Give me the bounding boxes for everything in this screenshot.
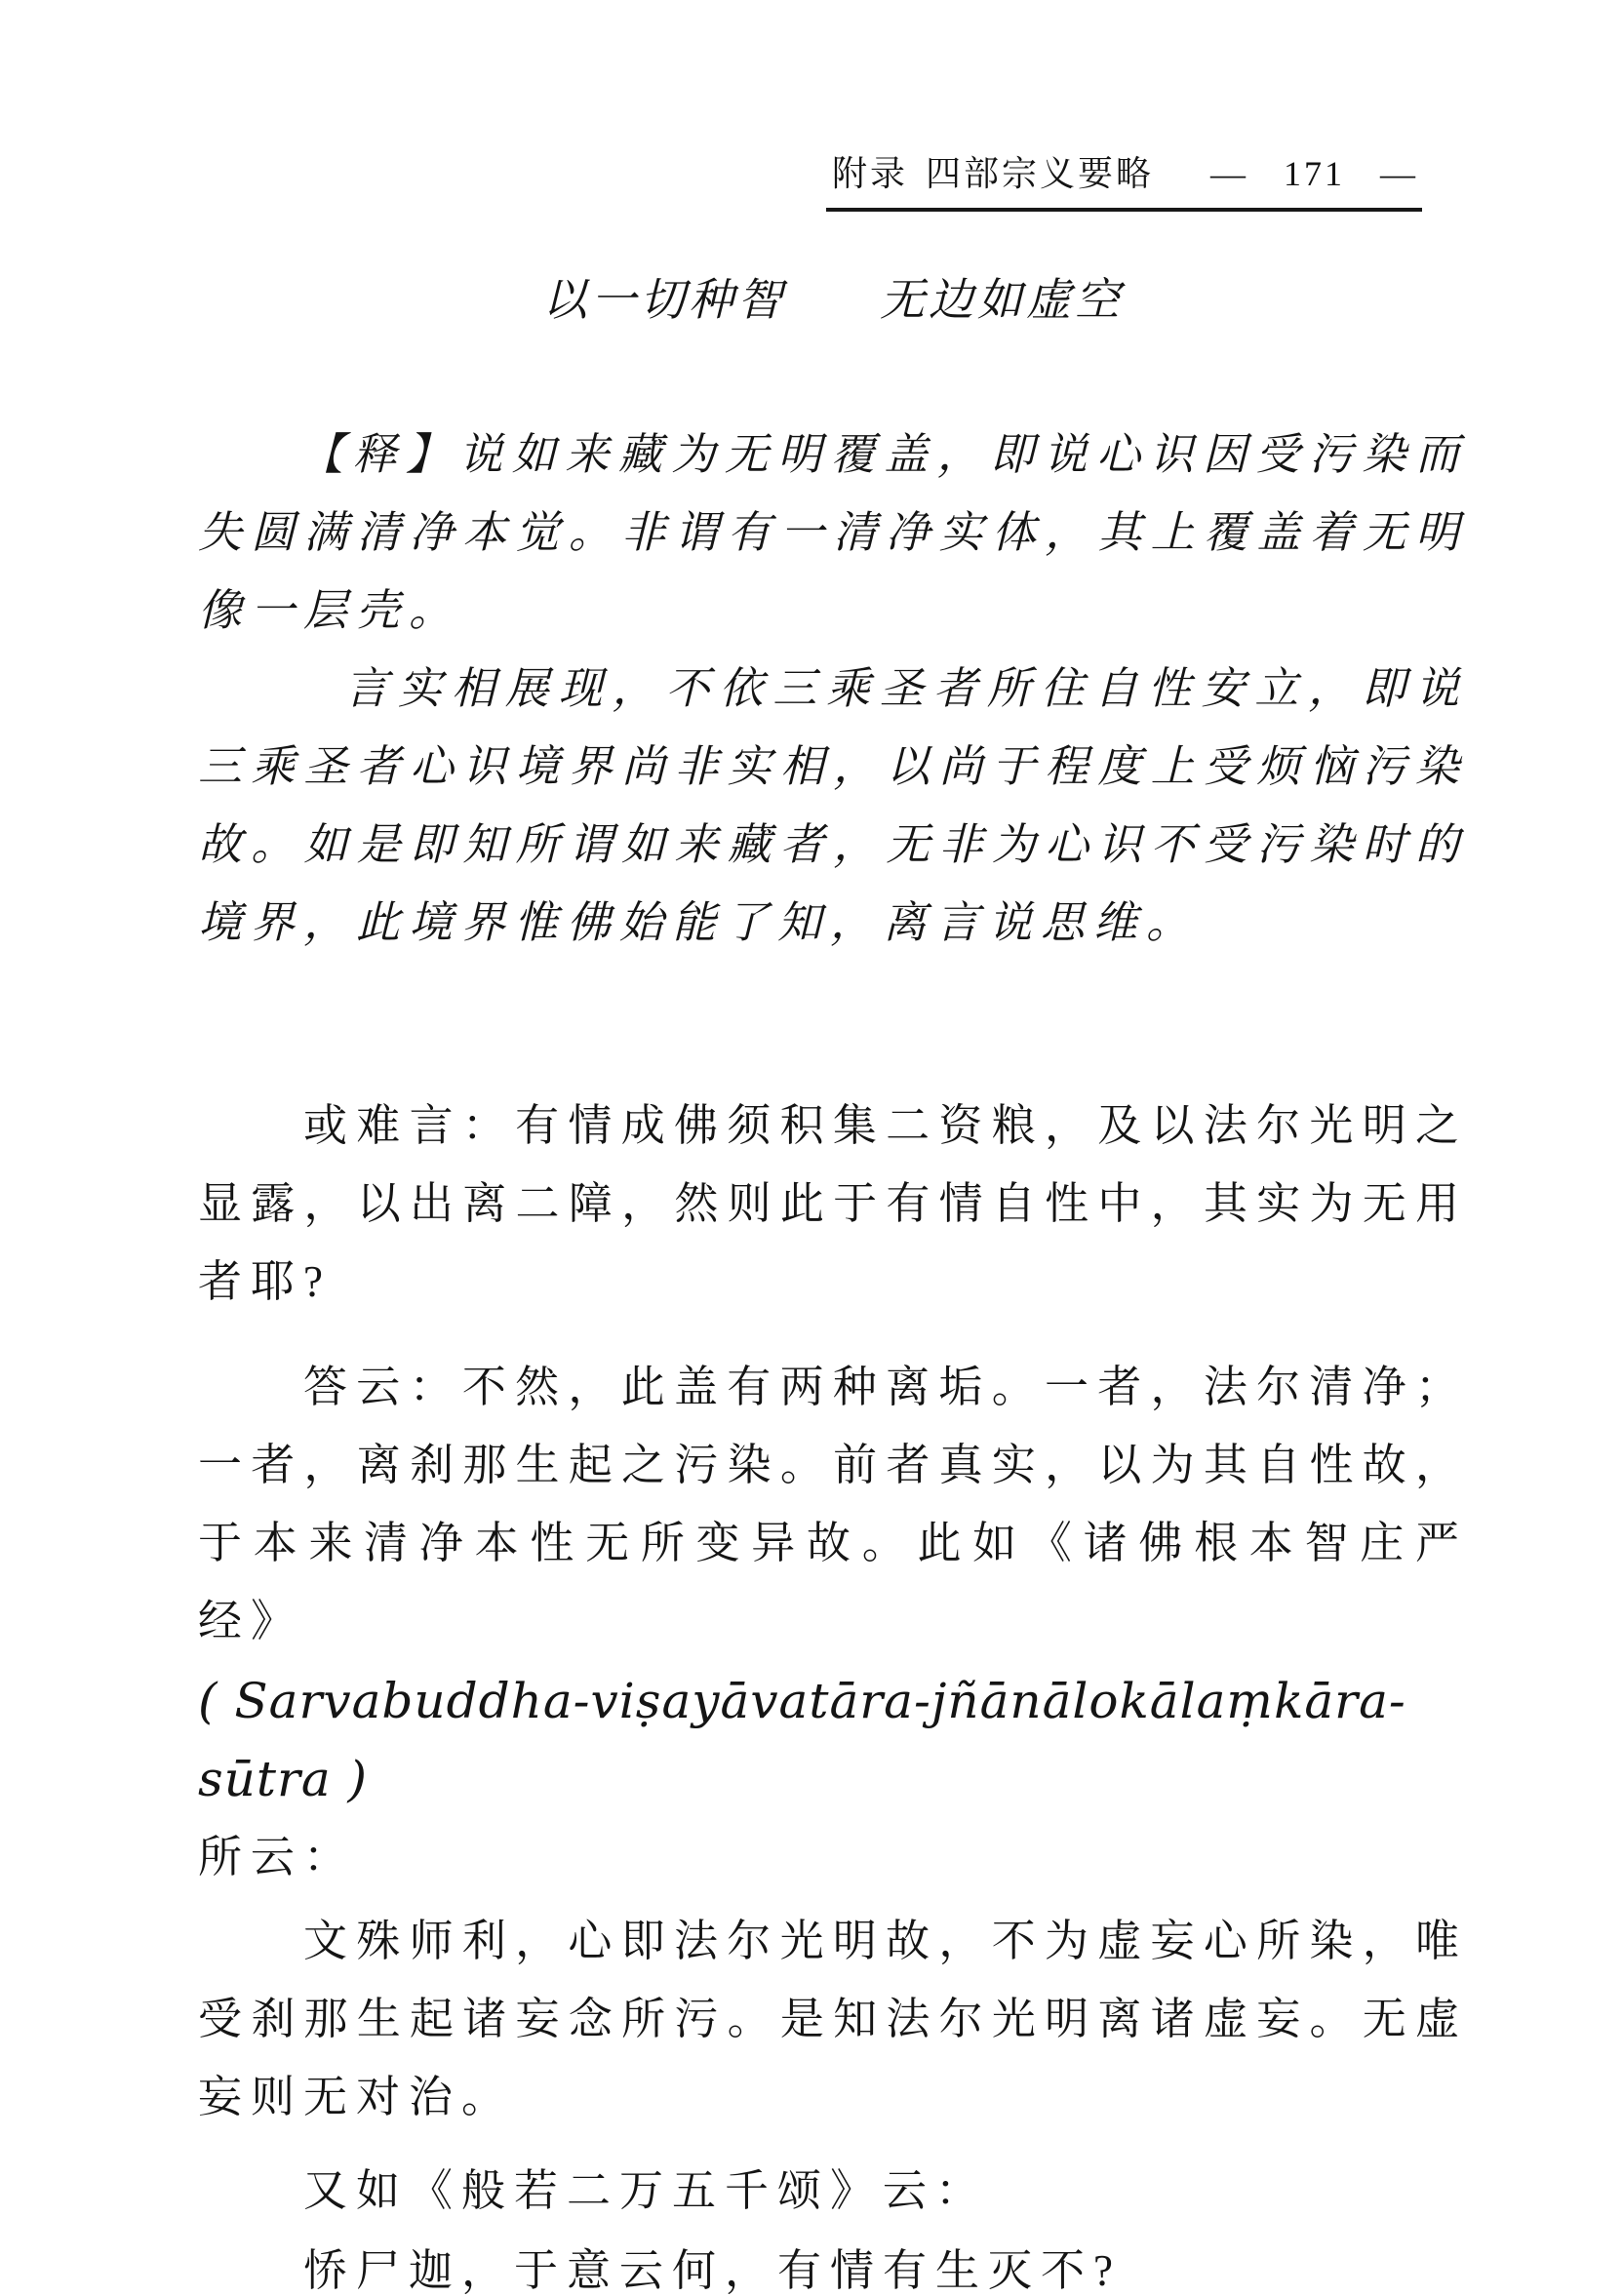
header-dash-right: — [1380, 154, 1418, 193]
paragraph-prajna-quote: 㤭尸迦，于意云何，有情有生灭不? [303, 2246, 1122, 2295]
verse-left-half: 以一切种智 [542, 275, 786, 325]
verse-right-half: 无边如虚空 [880, 275, 1124, 325]
paragraph-suoyun: 所云： [198, 1833, 357, 1881]
header-dash-left: — [1210, 154, 1248, 193]
text-column [198, 0, 1468, 2296]
header-page-number: 171 [1284, 154, 1345, 193]
paragraph-shi-intro: 【释】说如来藏为无明覆盖，即说心识因受污染而失圆满清净本觉。非谓有一清净实体，其上覆盖着无明像一层壳。 [198, 430, 1468, 635]
paragraph-question: 或难言：有情成佛须积集二资粮，及以法尔光明之显露，以出离二障，然则此于有情自性中，其实为无用者耶? [198, 1101, 1468, 1306]
verse-line [198, 261, 1468, 339]
paragraph-further-citation: 又如《般若二万五千颂》云： [303, 2166, 989, 2215]
paragraph-shi-body: 言实相展现，不依三乘圣者所住自性安立，即说三乘圣者心识境界尚非实相，以尚于程度上受烦恼污染故。如是即知所谓如来藏者，无非为心识不受污染时的境界，此境界惟佛始能了知，离言说思维。 [198, 664, 1468, 947]
paragraph-answer: 答云：不然，此盖有两种离垢。一者，法尔清净；一者，离刹那生起之污染。前者真实，以为其自性故，于本来清净本性无所变异故。此如《诸佛根本智庄严经》 [198, 1363, 1468, 1645]
header-section-label: 附录 [831, 154, 908, 193]
header-chapter-title: 四部宗义要略 [925, 154, 1154, 193]
sanskrit-title-line: ( Sarvabuddha-viṣayāvatāra-jñānālokālaṃkāra-sūtra ) [198, 1673, 1406, 1807]
paragraph-sutra-quote: 文殊师利，心即法尔光明故，不为虚妄心所染，唯受刹那生起诸妄念所污。是知法尔光明离诸虚妄。无虚妄则无对治。 [198, 1917, 1468, 2121]
